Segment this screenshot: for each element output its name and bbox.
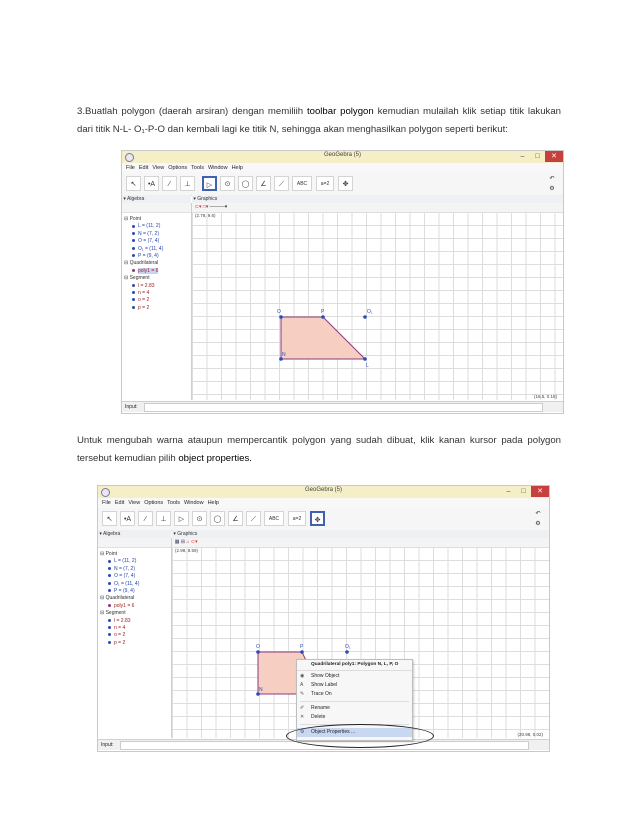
coordinate-readout-bottom: (20.98, 0.02) bbox=[517, 732, 543, 737]
algebra-item-text: l = 2.83 bbox=[114, 617, 131, 624]
quadrilateral-category-label: Quadrilateral bbox=[129, 260, 159, 267]
point-category[interactable]: ⊟ Point bbox=[124, 216, 141, 222]
circle-tool-icon[interactable]: ⊙ bbox=[192, 511, 207, 526]
show-object-icon: ◉ bbox=[300, 673, 305, 679]
highlight-ellipse bbox=[286, 724, 434, 748]
algebra-item[interactable] bbox=[100, 588, 171, 595]
algebra-header-label: Algebra bbox=[127, 196, 145, 202]
algebra-item-text: p = 2 bbox=[114, 639, 126, 646]
menu-item-label: Trace On bbox=[311, 691, 332, 697]
paragraph-1-text-b: kemudian mulailah klik setiap titik lakukan dari titik N-L- O₁-P-O dan kembali lagi ke titik N, sehingga akan menghasilkan polygon seperti berikut: bbox=[77, 106, 561, 135]
toolbar bbox=[122, 173, 563, 196]
visibility-dot-icon[interactable] bbox=[132, 291, 135, 294]
algebra-item[interactable] bbox=[124, 283, 191, 290]
point-category[interactable]: ⊟ Point bbox=[100, 551, 117, 557]
close-button[interactable]: ✕ bbox=[531, 486, 549, 497]
quadrilateral-category-label: Quadrilateral bbox=[105, 595, 135, 602]
point-category-label: Point bbox=[129, 216, 141, 222]
maximize-button[interactable]: □ bbox=[535, 153, 540, 160]
label-o: O bbox=[256, 644, 260, 650]
angle-tool-icon[interactable]: ∠ bbox=[228, 511, 243, 526]
menu-tools[interactable]: Tools bbox=[191, 165, 204, 171]
algebra-item-text: N = (7, 2) bbox=[138, 230, 159, 237]
algebra-item-text: poly1 = 6 bbox=[114, 602, 135, 609]
grid-toggle-icon[interactable]: ▦ bbox=[174, 539, 180, 545]
menu-item-rename[interactable] bbox=[297, 704, 412, 713]
instruction-paragraph-2 bbox=[77, 432, 561, 468]
algebra-item[interactable] bbox=[100, 618, 171, 625]
algebra-item-text: P = (9, 4) bbox=[114, 587, 135, 594]
settings-gear-icon[interactable]: ⚙ bbox=[535, 521, 541, 527]
label-p: P bbox=[300, 644, 304, 650]
menu-edit[interactable]: Edit bbox=[138, 165, 149, 171]
visibility-dot-icon[interactable] bbox=[132, 298, 135, 301]
point-o1[interactable] bbox=[363, 315, 367, 319]
point-category-label: Point bbox=[105, 551, 117, 557]
ellipse-tool-icon[interactable]: ◯ bbox=[210, 511, 225, 526]
menu-help[interactable]: Help bbox=[207, 500, 219, 506]
algebra-item[interactable] bbox=[124, 253, 191, 260]
algebra-item-text: l = 2.83 bbox=[138, 282, 155, 289]
algebra-item[interactable] bbox=[124, 290, 191, 297]
algebra-view bbox=[98, 538, 172, 738]
minimize-button[interactable]: – bbox=[520, 153, 525, 160]
coordinate-readout-top: (2.98, 8.59) bbox=[175, 548, 199, 553]
polygon-poly1[interactable] bbox=[281, 317, 365, 359]
algebra-item[interactable] bbox=[100, 640, 171, 647]
coordinate-readout-top: (2.78, 9.6) bbox=[195, 213, 216, 218]
angle-tool-icon[interactable]: ∠ bbox=[256, 176, 271, 191]
algebra-item-text: poly1 = 6 bbox=[138, 267, 159, 274]
algebra-item[interactable] bbox=[124, 297, 191, 304]
menu-options[interactable]: Options bbox=[168, 165, 188, 171]
visibility-dot-icon[interactable] bbox=[108, 633, 111, 636]
algebra-item-text: O = (7, 4) bbox=[114, 573, 136, 580]
menu-item-label: Show Label bbox=[311, 682, 338, 688]
move-view-tool-icon[interactable]: ✥ bbox=[310, 511, 325, 526]
algebra-item-text: L = (11, 2) bbox=[114, 558, 137, 565]
visibility-dot-icon[interactable] bbox=[108, 641, 111, 644]
reflect-tool-icon[interactable]: ⟋ bbox=[274, 176, 289, 191]
undo-icon[interactable]: ↶ bbox=[549, 176, 555, 182]
quadrilateral-category[interactable]: ⊟ Quadrilateral bbox=[100, 595, 135, 602]
undo-icon[interactable]: ↶ bbox=[535, 511, 541, 517]
line-tool-icon[interactable]: ⁄ bbox=[162, 176, 177, 191]
visibility-dot-icon[interactable] bbox=[108, 567, 111, 570]
menu-bar bbox=[98, 498, 549, 508]
segment-category-label: Segment bbox=[129, 275, 150, 282]
point-o[interactable] bbox=[256, 650, 260, 654]
instruction-paragraph-1 bbox=[77, 103, 561, 139]
close-button[interactable]: ✕ bbox=[545, 151, 563, 162]
segment-category[interactable]: ⊟ Segment bbox=[124, 275, 150, 282]
reflect-tool-icon[interactable]: ⟋ bbox=[246, 511, 261, 526]
point-style-icon[interactable]: ⊂▾ bbox=[194, 204, 202, 210]
ellipse-tool-icon[interactable]: ◯ bbox=[238, 176, 253, 191]
circle-tool-icon[interactable]: ⊙ bbox=[220, 176, 235, 191]
perpendicular-tool-icon[interactable]: ⊥ bbox=[180, 176, 195, 191]
algebra-item[interactable] bbox=[100, 625, 171, 632]
window-title: GeoGebra (5) bbox=[323, 152, 362, 158]
geogebra-screenshot-1 bbox=[121, 150, 564, 414]
axes-toggle-icon[interactable]: ⊞ bbox=[180, 539, 186, 545]
visibility-dot-icon[interactable] bbox=[132, 254, 135, 257]
visibility-dot-icon[interactable] bbox=[108, 560, 111, 563]
menu-item-label: Delete bbox=[311, 714, 326, 720]
algebra-item-text: O₁ = (11, 4) bbox=[114, 580, 140, 587]
menu-bar bbox=[122, 163, 563, 173]
label-l: L bbox=[366, 363, 369, 369]
toolbar bbox=[98, 508, 549, 531]
point-p[interactable] bbox=[321, 315, 325, 319]
object-properties-term: object properties. bbox=[178, 453, 252, 464]
menu-item-label: Show Object bbox=[311, 673, 340, 679]
algebra-item[interactable] bbox=[124, 223, 191, 230]
point-style-icon[interactable]: ⊂▾ bbox=[190, 539, 198, 545]
algebra-item[interactable] bbox=[124, 238, 191, 245]
segment-category-label: Segment bbox=[105, 610, 126, 617]
visibility-dot-icon[interactable] bbox=[108, 619, 111, 622]
menu-view[interactable]: View bbox=[152, 165, 165, 171]
visibility-dot-icon[interactable] bbox=[132, 247, 135, 250]
menu-divider bbox=[300, 701, 409, 702]
label-p: P bbox=[321, 309, 325, 315]
maximize-button[interactable]: □ bbox=[521, 488, 526, 495]
visibility-dot-icon[interactable] bbox=[132, 225, 135, 228]
menu-edit[interactable]: Edit bbox=[114, 500, 125, 506]
graphics-header-label: Graphics bbox=[177, 531, 198, 537]
move-tool-icon[interactable]: ↖ bbox=[126, 176, 141, 191]
line-tool-icon[interactable]: ⁄ bbox=[138, 511, 153, 526]
algebra-item-text: N = (7, 2) bbox=[114, 565, 135, 572]
menu-help[interactable]: Help bbox=[231, 165, 243, 171]
algebra-item-text: n = 4 bbox=[114, 624, 126, 631]
menu-file[interactable]: File bbox=[126, 165, 135, 171]
text-tool-icon[interactable]: ABC bbox=[264, 511, 284, 526]
window-title: GeoGebra (5) bbox=[304, 487, 343, 493]
visibility-dot-icon[interactable] bbox=[108, 582, 111, 585]
menu-tools[interactable]: Tools bbox=[167, 500, 180, 506]
algebra-header: ▾ Algebra bbox=[122, 195, 191, 204]
context-menu-title: Quadrilateral poly1: Polygon N, L, P, O bbox=[297, 660, 412, 671]
algebra-item-selected[interactable] bbox=[124, 268, 191, 275]
input-label: Input: bbox=[101, 742, 114, 748]
move-tool-icon[interactable]: ↖ bbox=[102, 511, 117, 526]
slider-tool-icon[interactable]: a=2 bbox=[316, 176, 334, 191]
algebra-item[interactable] bbox=[124, 231, 191, 238]
visibility-dot-icon[interactable] bbox=[132, 269, 135, 272]
algebra-header: ▾ Algebra bbox=[98, 530, 171, 539]
quadrilateral-category[interactable]: ⊟ Quadrilateral bbox=[124, 260, 159, 267]
menu-item-show-object[interactable] bbox=[297, 672, 412, 681]
input-bar bbox=[122, 401, 563, 412]
rename-icon: ✐ bbox=[300, 705, 305, 711]
algebra-item[interactable] bbox=[124, 305, 191, 312]
paragraph-1-text-a: 3.Buatlah polygon (daerah arsiran) dengan memiliih bbox=[77, 106, 307, 117]
graphics-header: ▾ Graphics bbox=[172, 530, 549, 539]
polygon-tool-icon[interactable]: ▷ bbox=[174, 511, 189, 526]
paragraph-2-text: Untuk mengubah warna ataupun mempercantik polygon yang sudah dibuat, klik kanan kursor pada polygon tersebut kemudian pilih bbox=[77, 435, 561, 464]
visibility-dot-icon[interactable] bbox=[132, 232, 135, 235]
label-n: N bbox=[259, 687, 263, 693]
graphics-header-label: Graphics bbox=[197, 196, 218, 202]
menu-item-delete[interactable] bbox=[297, 713, 412, 722]
visibility-dot-icon[interactable] bbox=[108, 626, 111, 629]
algebra-item[interactable] bbox=[100, 558, 171, 565]
algebra-item-text: o = 2 bbox=[138, 297, 150, 304]
algebra-style-bar bbox=[122, 203, 191, 213]
point-o1[interactable] bbox=[345, 650, 349, 654]
visibility-dot-icon[interactable] bbox=[132, 239, 135, 242]
settings-gear-icon[interactable]: ⚙ bbox=[549, 186, 555, 192]
algebra-item-text: o = 2 bbox=[114, 632, 126, 639]
algebra-item-text: P = (9, 4) bbox=[138, 252, 159, 259]
algebra-item-text: p = 2 bbox=[138, 304, 150, 311]
label-n: N bbox=[282, 352, 286, 358]
algebra-item[interactable] bbox=[100, 566, 171, 573]
properties-gear-icon: ⚙ bbox=[300, 729, 305, 735]
menu-item-label: Object Properties ... bbox=[311, 729, 356, 735]
delete-icon: ✕ bbox=[300, 714, 305, 720]
toolbar-polygon-term: toolbar polygon bbox=[306, 106, 374, 117]
point-p[interactable] bbox=[300, 650, 304, 654]
graphics-header: ▾ Graphics bbox=[192, 195, 563, 204]
line-style-icon[interactable]: ———▾ bbox=[209, 204, 228, 210]
color-picker-icon[interactable]: □▾ bbox=[202, 204, 209, 210]
label-o1: O₁ bbox=[367, 309, 373, 315]
text-tool-icon[interactable]: ABC bbox=[292, 176, 312, 191]
point-tool-icon[interactable]: •A bbox=[144, 176, 159, 191]
perpendicular-tool-icon[interactable]: ⊥ bbox=[156, 511, 171, 526]
menu-options[interactable]: Options bbox=[144, 500, 164, 506]
menu-item-label: Rename bbox=[311, 705, 330, 711]
menu-view[interactable]: View bbox=[128, 500, 141, 506]
algebra-item-text: L = (11, 2) bbox=[138, 223, 161, 230]
algebra-item[interactable] bbox=[100, 603, 171, 610]
visibility-dot-icon[interactable] bbox=[132, 306, 135, 309]
algebra-item-text: O = (7, 4) bbox=[138, 238, 160, 245]
input-field[interactable] bbox=[144, 403, 543, 412]
visibility-dot-icon[interactable] bbox=[132, 284, 135, 287]
algebra-style-bar bbox=[98, 538, 171, 548]
visibility-dot-icon[interactable] bbox=[108, 604, 111, 607]
menu-window[interactable]: Window bbox=[184, 500, 204, 506]
point-l[interactable] bbox=[363, 357, 367, 361]
point-tool-icon[interactable]: •A bbox=[120, 511, 135, 526]
input-label: Input: bbox=[125, 404, 138, 410]
trace-icon: ✎ bbox=[300, 691, 305, 697]
label-o: O bbox=[277, 309, 281, 315]
graphics-view[interactable] bbox=[192, 212, 563, 400]
algebra-item[interactable] bbox=[100, 632, 171, 639]
menu-item-show-label[interactable] bbox=[297, 681, 412, 690]
algebra-header-label: Algebra bbox=[103, 531, 121, 537]
algebra-item-text: n = 4 bbox=[138, 289, 150, 296]
slider-tool-icon[interactable]: a=2 bbox=[288, 511, 306, 526]
menu-window[interactable]: Window bbox=[208, 165, 228, 171]
algebra-item[interactable] bbox=[100, 573, 171, 580]
label-o1: O₁ bbox=[345, 644, 351, 650]
visibility-dot-icon[interactable] bbox=[108, 574, 111, 577]
menu-item-trace-on[interactable] bbox=[297, 690, 412, 699]
algebra-item[interactable] bbox=[124, 246, 191, 253]
point-o[interactable] bbox=[279, 315, 283, 319]
visibility-dot-icon[interactable] bbox=[108, 589, 111, 592]
algebra-view bbox=[122, 203, 192, 400]
segment-category[interactable]: ⊟ Segment bbox=[100, 610, 126, 617]
geometry-canvas bbox=[192, 212, 562, 400]
show-label-icon: A bbox=[300, 682, 304, 688]
menu-file[interactable]: File bbox=[102, 500, 111, 506]
home-icon[interactable]: ⌂ bbox=[186, 539, 190, 545]
algebra-item[interactable] bbox=[100, 581, 171, 588]
polygon-tool-icon[interactable]: ▷ bbox=[202, 176, 217, 191]
minimize-button[interactable]: – bbox=[506, 488, 511, 495]
move-view-tool-icon[interactable]: ✥ bbox=[338, 176, 353, 191]
coordinate-readout-bottom: (16.5, 0.18) bbox=[533, 394, 557, 399]
algebra-item-text: O₁ = (11, 4) bbox=[138, 245, 164, 252]
